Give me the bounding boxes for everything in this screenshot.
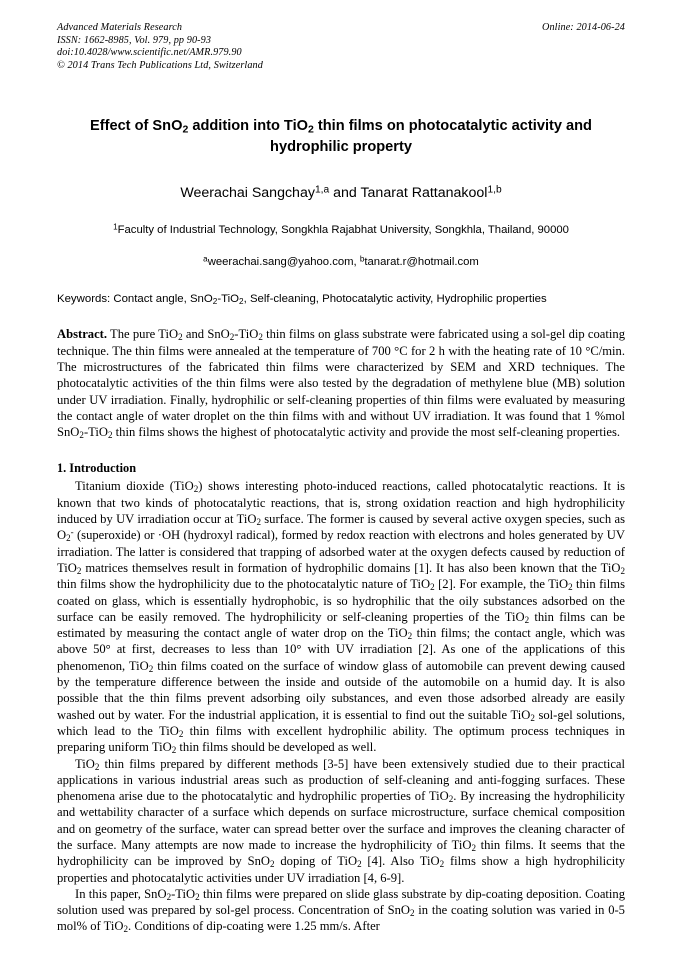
body-paragraph: In this paper, SnO$_2$-TiO$_2$ thin films were prepared on slide glass substrate by dip-coating deposition. Coating solution used was prepared by sol-gel process. Concentration of SnO$_2$ in the coating solution was varied in 0-5 mol% of TiO$_2$. Conditions of dip-coating were 1.25 mm/s. After [57,886,625,935]
keywords-line: Keywords: Contact angle, SnO$_2$-TiO$_2$, Self-cleaning, Photocatalytic activity, Hydrophilic properties [57,293,547,307]
journal-name: Advanced Materials Research [57,22,183,33]
affiliation: $^1$Faculty of Industrial Technology, Songkhla Rajabhat University, Songkhla, Thailand, 90000 [113,222,569,237]
doi-line: doi:10.4028/www.scientific.net/AMR.979.90 [57,47,242,59]
issn-line: ISSN: 1662-8985, Vol. 979, pp 90-93 [57,34,212,46]
body-paragraph: TiO$_2$ thin films prepared by different methods [3-5] have been extensively studied due to their practical applications in various industrial areas such as production of self-cleaning and anti-fogging surfaces. These phenomena arise due to the photocatalytic and hydrophilic properties of TiO$_2$. By increasing the hydrophilicity and wettability character of a surface which depends on surface microstructure, surface chemical composition and on geometry of the surface, water can spread better over the surface and improves the cleaning character of the surface. Many attempts are now made to increase the hydrophilicity of TiO$_2$ thin films. It seems that the hydrophilicity can be improved by SnO$_2$ doping of TiO$_2$ [4]. Also TiO$_2$ films show a high hydrophilicity properties and photocatalytic activities under UV irradiation [4, 6-9]. [57,756,626,885]
online-date: Online: 2014-06-24 [541,22,625,33]
author-emails: $^a$weerachai.sang@yahoo.com, $^b$tanarat.r@hotmail.com [203,254,479,269]
page-title: Effect of SnO$_2$ addition into TiO$_2$ thin films on photocatalytic activity and hydrophilic property [90,118,592,156]
copyright-line: © 2014 Trans Tech Publications Ltd, Switzerland [57,59,263,71]
masthead [57,22,625,72]
abstract: Abstract. The pure TiO$_2$ and SnO$_2$-TiO$_2$ thin films on glass substrate were fabricated using a sol-gel dip coating technique. The thin films were annealed at the temperature of 700 °C for 2 h with the heating rate of 10 °C/min. The microstructures of the fabricated thin films were characterized by SEM and XRD techniques. The photocatalytic activities of the thin films were also tested by the degradation of methylene blue (MB) solution under UV irradiation. Finally, hydrophilic or self-cleaning properties of thin films were evaluated by measuring the contact angle of water droplet on the thin films with and without UV irradiation. It was found that 1 %mol SnO$_2$-TiO$_2$ thin films shows the highest of photocatalytic activity and provide the most self-cleaning properties. [57,327,625,441]
author-list: Weerachai Sangchay$^{1,a}$ and Tanarat Rattanakool$^{1,b}$ [180,185,502,202]
body-paragraph: Titanium dioxide (TiO$_2$) shows interesting photo-induced reactions, called photocatalytic reactions. It is known that two kinds of photocatalytic reactions, that is, strong oxidation reaction and high hydrophilicity induced by UV irradiation occur at TiO$_2$ surface. The former is caused by several active oxygen species, such as $O_2^-$ (superoxide) or ·OH (hydroxyl radical), formed by redox reaction with electrons and holes generated by UV irradiation. The latter is considered that trapping of adsorbed water at the oxygen defects caused by reduction of TiO$_2$ matrices themselves result in formation of hydrophilic domains [1]. It has also been known that the TiO$_2$ thin films show the hydrophilicity due to the photocatalytic nature of TiO$_2$ [2]. For example, the TiO$_2$ thin films coated on glass, which is essentially hydrophobic, is so hydrophilic that the oily substances adsorbed on the surface can be easily removed. The hydrophilicity or self-cleaning properties of the TiO$_2$ thin films can be estimated by measuring the contact angle of water drop on the TiO$_2$ thin films; the contact angle, which was above 50° at first, decreases to less than 10° with UV irradiation [2]. As one of the applications of this phenomenon, TiO$_2$ thin films coated on the surface of window glass of automobile can prevent dewing caused by the temperature difference between the inside and outside of the automobile on a humid day. It is also possible that the thin films prevent adsorbing oily substances, and even those adsorbed already are easily washed out by water. For the industrial application, it is essential to find out the suitable TiO$_2$ sol-gel solutions, which lead to the TiO$_2$ thin films with excellent hydrophilic ability. The optimum process techniques in preparing uniform TiO$_2$ thin films should be developed as well. [57,479,626,756]
section-heading-introduction: 1. Introduction [57,461,137,476]
